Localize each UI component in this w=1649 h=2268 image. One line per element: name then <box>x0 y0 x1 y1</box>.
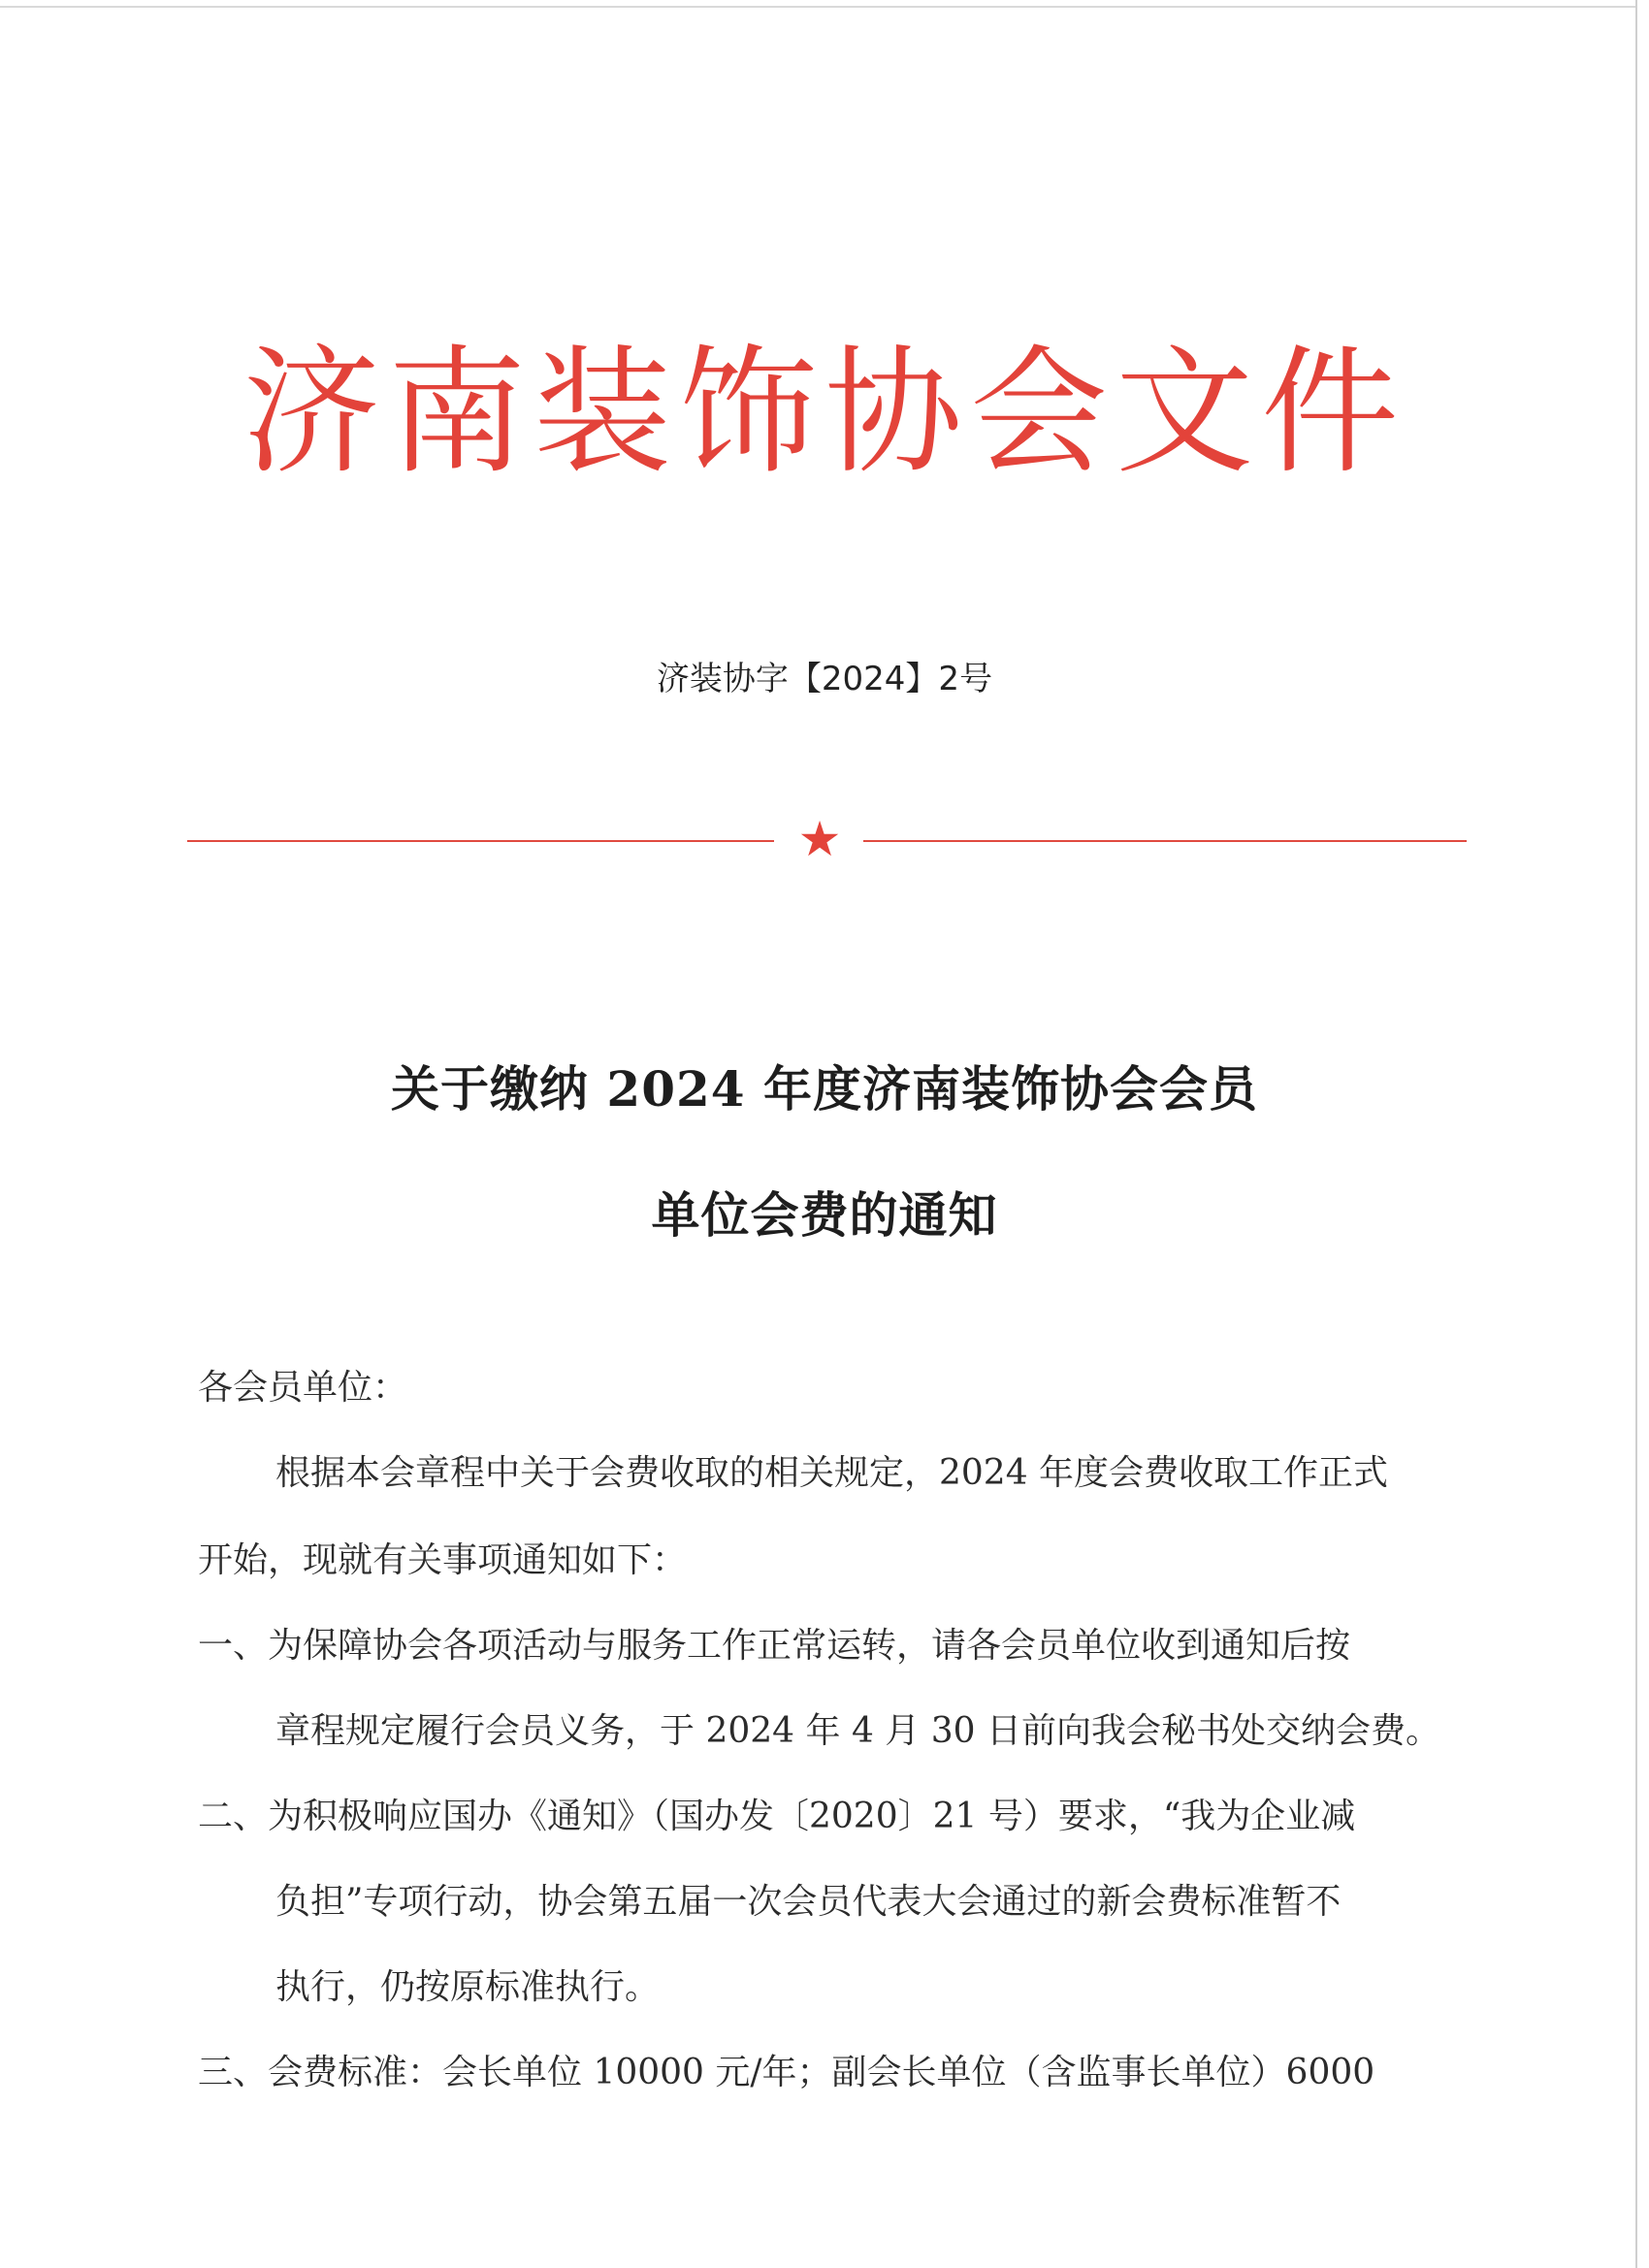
item-3-line-1: 三、会费标准：会长单位 10000 元/年；副会长单位（含监事长单位）6000 <box>198 2053 1375 2092</box>
intro-line-1: 根据本会章程中关于会费收取的相关规定，2024 年度会费收取工作正式 <box>275 1453 1389 1493</box>
page-edge-right <box>1635 0 1637 2268</box>
document-number: 济装协字【2024】2号 <box>656 660 993 698</box>
divider-line-left <box>187 840 774 842</box>
notice-title-line-1: 关于缴纳 2024 年度济南装饰协会会员 <box>391 1060 1258 1118</box>
item-2-line-3: 执行，仍按原标准执行。 <box>275 1967 661 2007</box>
star-icon: ★ <box>797 811 842 867</box>
item-2-line-2: 负担”专项行动，协会第五届一次会员代表大会通过的新会费标准暂不 <box>275 1882 1342 1922</box>
item-2-line-1: 二、为积极响应国办《通知》（国办发〔2020〕21 号）要求，“我为企业减 <box>198 1797 1356 1836</box>
divider-line-right <box>863 840 1467 842</box>
intro-line-2: 开始，现就有关事项通知如下： <box>198 1540 688 1580</box>
masthead-title: 济南装饰协会文件 <box>242 333 1406 493</box>
page-edge-top <box>0 6 1637 8</box>
item-1-line-1: 一、为保障协会各项活动与服务工作正常运转，请各会员单位收到通知后按 <box>198 1626 1351 1666</box>
item-1-line-2: 章程规定履行会员义务，于 2024 年 4 月 30 日前向我会秘书处交纳会费。 <box>275 1711 1440 1751</box>
notice-title-line-2: 单位会费的通知 <box>651 1186 998 1244</box>
salutation: 各会员单位： <box>198 1368 408 1408</box>
